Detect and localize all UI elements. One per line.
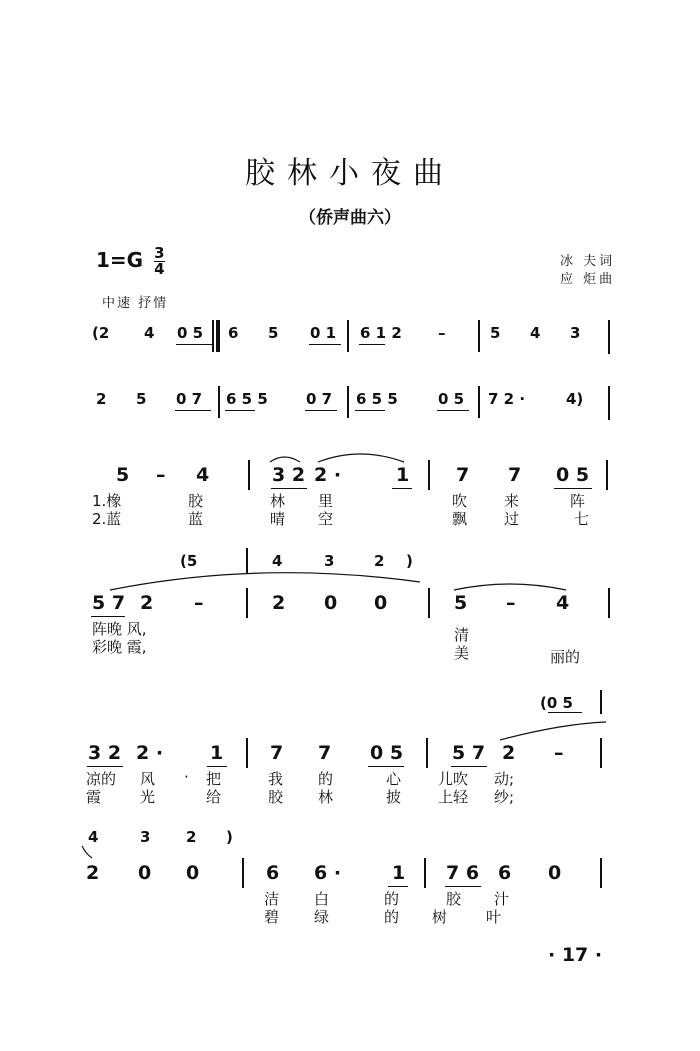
note: 2 [374,552,385,570]
note: 5 [136,390,147,408]
lyric: 七 [574,510,590,528]
lyric: 白 [314,890,330,908]
tempo-marking: 中速 抒情 [102,296,169,311]
lyric: 清 [454,626,470,644]
note: 7 2 · [488,390,526,408]
lyric: 披 [386,788,402,806]
lyric: 阵晚 风, [92,620,147,638]
note: 3 [140,828,151,846]
note: 6 · [314,862,342,884]
note: – [554,742,564,764]
note: ) [226,828,233,846]
lyric: 光 [140,788,156,806]
note: 4 [272,552,283,570]
note: 6 [228,324,239,342]
note: 3 [324,552,335,570]
note: 0 7 [176,390,203,408]
lyric: 丽的 [550,648,581,666]
note: 2 [140,592,154,614]
note: 6 1 2 [360,324,402,342]
note: 3 2 [272,464,306,486]
note: 6 5 5 [226,390,268,408]
note: 7 [270,742,284,764]
lyric: 2.蓝 [92,510,122,528]
note: 4 [530,324,541,342]
note: 0 1 [310,324,337,342]
lyric: 儿吹 [438,770,469,788]
lyric: 给 [206,788,222,806]
slur-line-5 [500,722,606,740]
tie-2-1 [318,454,404,462]
lyric: 林 [270,492,286,510]
note: 2 [502,742,516,764]
page-number: · 17 · [548,944,603,966]
lyric: 我 [268,770,284,788]
note: 4 [88,828,99,846]
lyric: 美 [454,644,470,662]
note: – [194,592,204,614]
key-label: 1=G [96,248,144,272]
lyric: 碧 [264,908,280,926]
note: 0 5 [438,390,465,408]
lyric: 阵 [570,492,586,510]
slur-3-2 [270,457,300,462]
slur-line-4-right [454,584,566,590]
note: 5 [490,324,501,342]
note: 0 [374,592,388,614]
lyric: 的 [384,890,400,908]
note: 4 [556,592,570,614]
song-title: 胶林小夜曲 [245,156,455,191]
note: 3 [570,324,581,342]
note: 5 7 [452,742,486,764]
note: 0 [548,862,562,884]
note: 0 5 [370,742,404,764]
lyric: 的 [318,770,334,788]
lyric: 霞 [86,788,102,806]
note: 2 [96,390,107,408]
lyric: 蓝 [188,510,204,528]
slur-line-4-left [110,573,420,590]
song-subtitle: （侨声曲六） [299,208,401,228]
lyric: 树 [432,908,448,926]
note: 0 [186,862,200,884]
note: 2 · [314,464,342,486]
lyric: 1.橡 [92,492,122,510]
lyricist-credit: 冰 夫词 [560,254,616,269]
note: 0 5 [177,324,204,342]
note: 0 [138,862,152,884]
lyric: 飘 [452,510,468,528]
note: 1 [396,464,410,486]
note: 4 [144,324,155,342]
note: 6 [266,862,280,884]
note: – [156,464,166,486]
note: 7 6 [446,862,480,884]
note: 5 [116,464,130,486]
note: 6 [498,862,512,884]
note: – [438,324,446,342]
lyric: 林 [318,788,334,806]
note: 1 [392,862,406,884]
lyric: 过 [504,510,520,528]
lyric: 胶 [188,492,204,510]
lyric: 胶 [268,788,284,806]
note: (5 [180,552,198,570]
note: 5 [454,592,468,614]
note: 2 [186,828,197,846]
note: 1 [210,742,224,764]
composer-credit: 应 炬曲 [560,272,616,287]
note: 4) [566,390,584,408]
note: 0 [324,592,338,614]
lyric: 来 [504,492,520,510]
lyric: 风 [140,770,156,788]
lyric: 晴 [270,510,286,528]
note: 7 [508,464,522,486]
lyric: 汁 [494,890,510,908]
note: 3 2 [88,742,122,764]
note: 5 [268,324,279,342]
note: (2 [92,324,110,342]
lyric: 洁 [264,890,280,908]
lyric: 彩晚 霞, [92,638,147,656]
time-bottom: 4 [154,260,165,278]
lyric: 吹 [452,492,468,510]
note: 0 5 [556,464,590,486]
lyric: 空 [318,510,334,528]
lyric: 绿 [314,908,330,926]
lyric: 里 [318,492,334,510]
note: 2 [86,862,100,884]
note: 7 [318,742,332,764]
note: 4 [196,464,210,486]
lyric: 纱; [494,788,515,806]
note: (0 5 [540,694,573,712]
note: 2 · [136,742,164,764]
lyric: 凉的 [86,770,117,788]
note: – [506,592,516,614]
note: 5 7 [92,592,126,614]
note: 7 [456,464,470,486]
lyric: 叶 [486,908,502,926]
lyric: · [184,768,189,786]
note: 6 5 5 [356,390,398,408]
lyric: 上轻 [438,788,469,806]
lyric: 胶 [446,890,462,908]
lyric: 的 [384,908,400,926]
lyric: 把 [206,770,222,788]
note: 0 7 [306,390,333,408]
note: ) [406,552,413,570]
tie-line-6 [82,846,92,858]
time-top: 3 [154,244,165,262]
note: 2 [272,592,286,614]
lyric: 动; [494,770,515,788]
lyric: 心 [386,770,402,788]
